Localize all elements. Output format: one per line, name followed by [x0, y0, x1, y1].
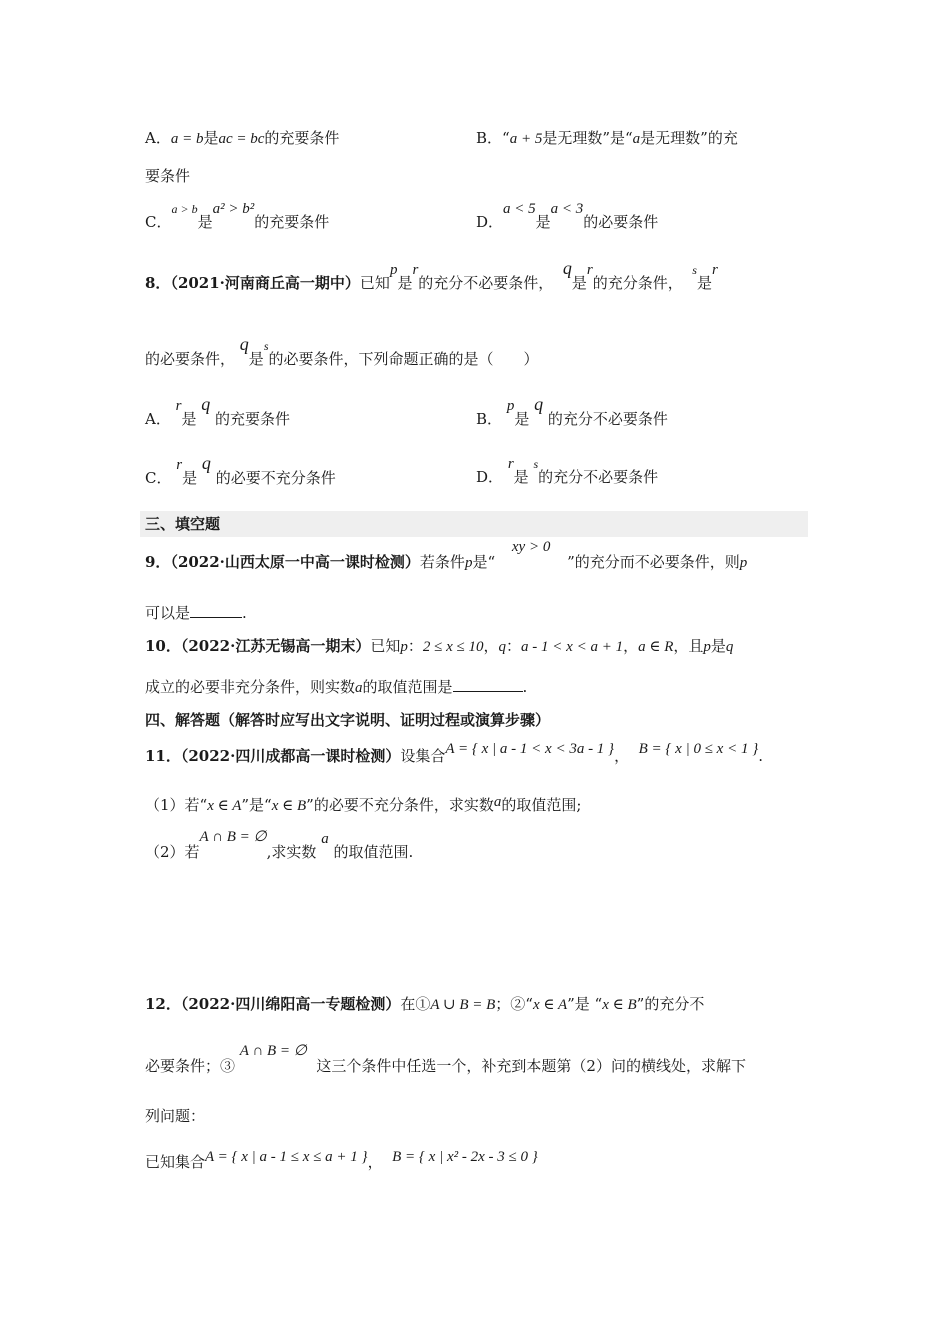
math: B = { x | 0 ≤ x < 1 }	[638, 741, 759, 757]
q8-option-b: B． p是 q 的充分不必要条件	[476, 394, 668, 428]
question-number: 11．	[145, 747, 181, 765]
math: a - 1 < x < a + 1	[521, 639, 624, 655]
q7-option-b: B．“a + 5是无理数”是“a是无理数”的充	[476, 129, 738, 147]
math: A ∩ B = ∅	[199, 829, 267, 845]
section-header-solve: 四、解答题（解答时应写出文字说明、证明过程或演算步骤）	[145, 711, 551, 729]
q12-stem-line3: 列问题：	[145, 1107, 206, 1125]
q12-stem-line2: 必要条件；③ A ∩ B = ∅ 这三个条件中任选一个，补充到本题第（2）问的横线处，求解下	[145, 1043, 746, 1075]
math: A ∩ B = ∅	[239, 1043, 307, 1059]
section-header-fill-blank: 三、填空题	[140, 511, 808, 537]
answer-blank[interactable]	[453, 677, 523, 692]
q11-stem: 11．（2022·四川成都高一课时检测）设集合A = { x | a - 1 < x < 3a - 1 }， B = { x | 0 ≤ x < 1 }.	[145, 741, 763, 765]
q12-stem-line1: 12．（2022·四川绵阳高一专题检测）在①A ∪ B = B；②“x ∈ A”是 “x ∈ B”的充分不	[145, 995, 705, 1013]
q11-part2: （2）若A ∩ B = ∅,求实数 a 的取值范围.	[145, 829, 414, 861]
q8-stem-line2: 的必要条件， q是$^s$的必要条件，下列命题正确的是（ ）	[145, 334, 539, 368]
q7-option-d: D．a < 5是a < 3的必要条件	[476, 201, 659, 231]
question-number: 12．	[145, 995, 181, 1013]
math: x ∈ A	[207, 798, 242, 814]
q8-option-a: A． r是 q 的充要条件	[145, 394, 291, 428]
math: a < 5	[503, 201, 536, 217]
math: B = { x | x² - 2x - 3 ≤ 0 }	[392, 1149, 538, 1165]
math: a = b	[170, 131, 204, 147]
question-source: （2021·河南商丘高一期中）	[170, 274, 360, 292]
math: ac = bc	[218, 131, 265, 147]
math: a	[632, 131, 641, 147]
q10-stem-line2: 成立的必要非充分条件，则实数a的取值范围是 .	[145, 678, 528, 696]
answer-blank[interactable]	[190, 603, 242, 618]
math: 2 ≤ x ≤ 10	[422, 639, 484, 655]
q10-stem-line1: 10．（2022·江苏无锡高一期末）已知p：2 ≤ x ≤ 10，q：a - 1 < x < a + 1，a ∈ R，且p是q	[145, 637, 734, 655]
math: A = { x | a - 1 ≤ x ≤ a + 1 }	[205, 1149, 368, 1165]
q8-option-d: D． r是 $^s$的充分不必要条件	[476, 456, 659, 486]
q8-stem-line1: 8．（2021·河南商丘高一期中）已知p是r的充分不必要条件， q是r的充分条件， $^s$是r	[145, 258, 718, 292]
math: a ∈ R	[638, 639, 674, 655]
q9-stem-line1: 9．（2022·山西太原一中高一课时检测）若条件p是“xy > 0”的充分而不必要条件，则p	[145, 539, 748, 571]
math: A = { x | a - 1 < x < 3a - 1 }	[445, 741, 615, 757]
question-number: 8．	[145, 274, 171, 292]
math: A ∪ B = B	[430, 997, 496, 1013]
q12-stem-line4: 已知集合A = { x | a - 1 ≤ x ≤ a + 1 }， B = { x | x² - 2x - 3 ≤ 0 }	[145, 1149, 538, 1171]
question-number: 10．	[145, 637, 181, 655]
question-number: 9．	[145, 553, 171, 571]
math: a < 3	[550, 201, 584, 217]
q7-option-b-cont: 要条件	[145, 167, 191, 185]
math: a + 5	[509, 131, 543, 147]
question-source: （2022·江苏无锡高一期末）	[180, 637, 371, 655]
math: a² > b²	[212, 201, 255, 217]
q9-stem-line2: 可以是 .	[145, 604, 247, 622]
math: x ∈ B	[602, 997, 637, 1013]
math: x ∈ A	[532, 997, 568, 1013]
question-source: （2022·四川成都高一课时检测）	[180, 747, 401, 765]
q11-part1: （1）若“x ∈ A”是“x ∈ B”的必要不充分条件，求实数a的取值范围;	[145, 794, 582, 814]
question-source: （2022·山西太原一中高一课时检测）	[170, 553, 420, 571]
q8-option-c: C． r是 q 的必要不充分条件	[145, 453, 336, 487]
math: x ∈ B	[271, 798, 307, 814]
math: a > b	[171, 202, 198, 216]
q7-option-c: C．$^{a > b}$是a² > b²的充要条件	[145, 201, 330, 231]
q7-option-a: A．a = b是ac = bc的充要条件	[145, 129, 340, 147]
math: xy > 0	[511, 539, 551, 555]
question-source: （2022·四川绵阳高一专题检测）	[180, 995, 401, 1013]
